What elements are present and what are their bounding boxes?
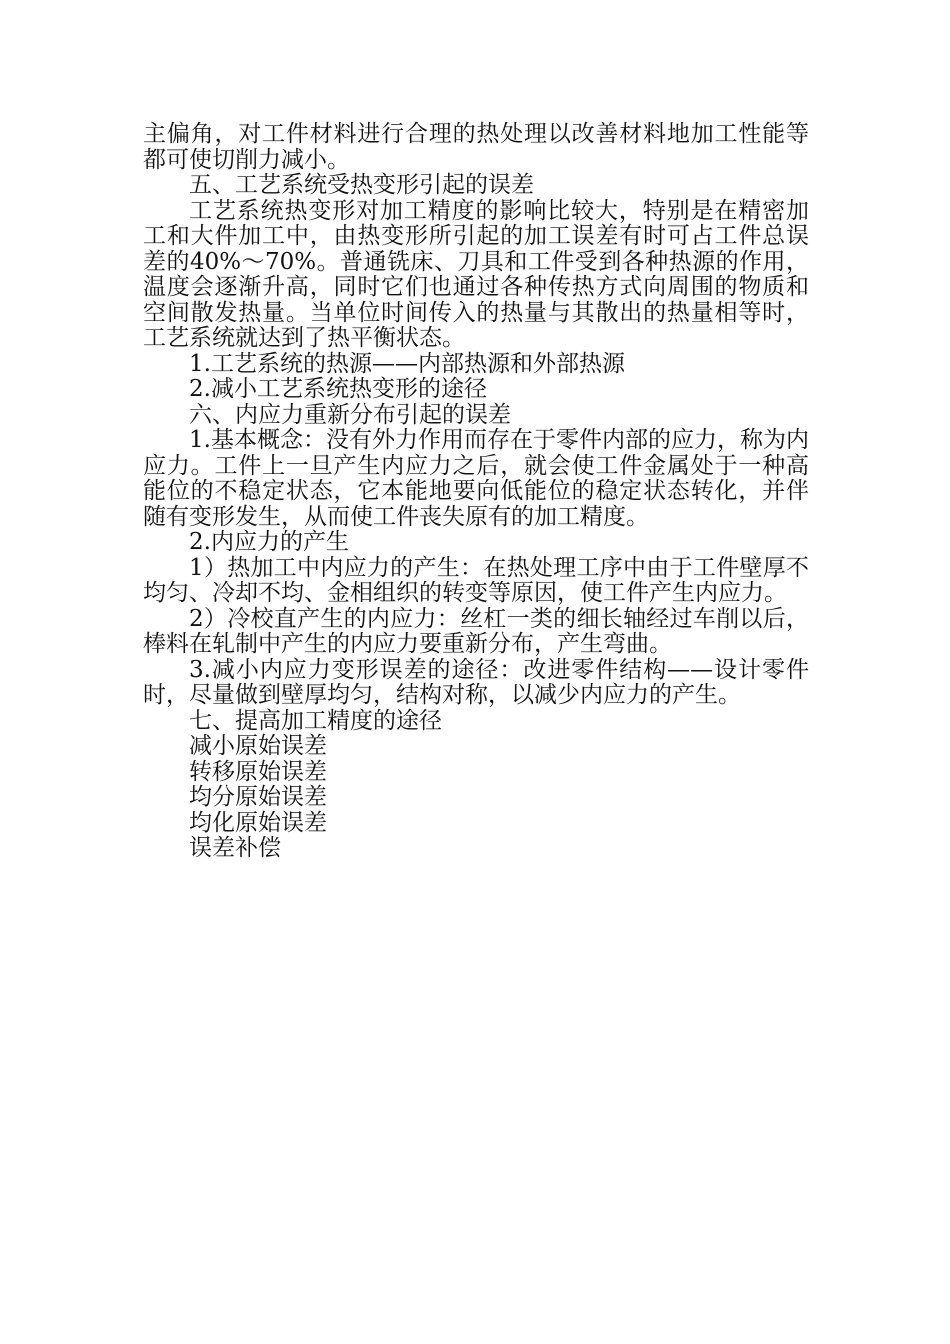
item-stress-generation: 2.内应力的产生	[189, 529, 349, 555]
item-reduce-thermal-deformation: 2.减小工艺系统热变形的途径	[189, 376, 487, 402]
paragraph-cold-straightening-stress: 2）冷校直产生的内应力：丝杠一类的细长轴经过车削以后，棒料在轧制中产生的内应力要重新分布，产生弯曲。	[143, 605, 809, 657]
item-transfer-original-error: 转移原始误差	[189, 758, 327, 785]
heading-improve-accuracy: 七、提高加工精度的途径	[189, 707, 442, 734]
paragraph-cutting-force: 主偏角，对工件材料进行合理的热处理以改善材料地加工性能等都可使切削力减小。	[143, 121, 809, 173]
paragraph-reduce-stress-deformation: 3.减小内应力变形误差的途径：改进零件结构——设计零件时，尽量做到壁厚均匀，结构对称，以减少内应力的产生。	[143, 656, 809, 708]
item-error-compensation: 误差补偿	[189, 835, 281, 861]
item-reduce-original-error: 减小原始误差	[189, 733, 327, 759]
item-divide-original-error: 均分原始误差	[189, 784, 327, 810]
paragraph-thermal-deformation: 工艺系统热变形对加工精度的影响比较大，特别是在精密加工和大件加工中，由热变形所引起的加工误差有时可占工件总误差的40%～70%。普通铣床、刀具和工件受到各种热源的作用，温度会逐渐升高，同时它们也通过各种传热方式向周围的物质和空间散发热量。当单位时间传入的热量与其散出的热量相等时，工艺系统就达到了热平衡状态。	[143, 197, 809, 351]
heading-internal-stress: 六、内应力重新分布引起的误差	[189, 401, 511, 428]
paragraph-hot-working-stress: 1）热加工中内应力的产生：在热处理工序中由于工件壁厚不均匀、冷却不均、金相组织的转变等原因，使工件产生内应力。	[143, 554, 809, 606]
item-heat-sources: 1.工艺系统的热源——内部热源和外部热源	[189, 350, 625, 377]
paragraph-basic-concept: 1.基本概念：没有外力作用而存在于零件内部的应力，称为内应力。工件上一旦产生内应力之后，就会使工件金属处于一种高能位的不稳定状态，它本能地要向低能位的稳定状态转化，并伴随有变形发生，从而使工件丧失原有的加工精度。	[143, 427, 809, 530]
item-average-original-error: 均化原始误差	[189, 809, 327, 836]
document-body	[143, 122, 809, 862]
heading-thermal-deformation: 五、工艺系统受热变形引起的误差	[189, 172, 534, 198]
